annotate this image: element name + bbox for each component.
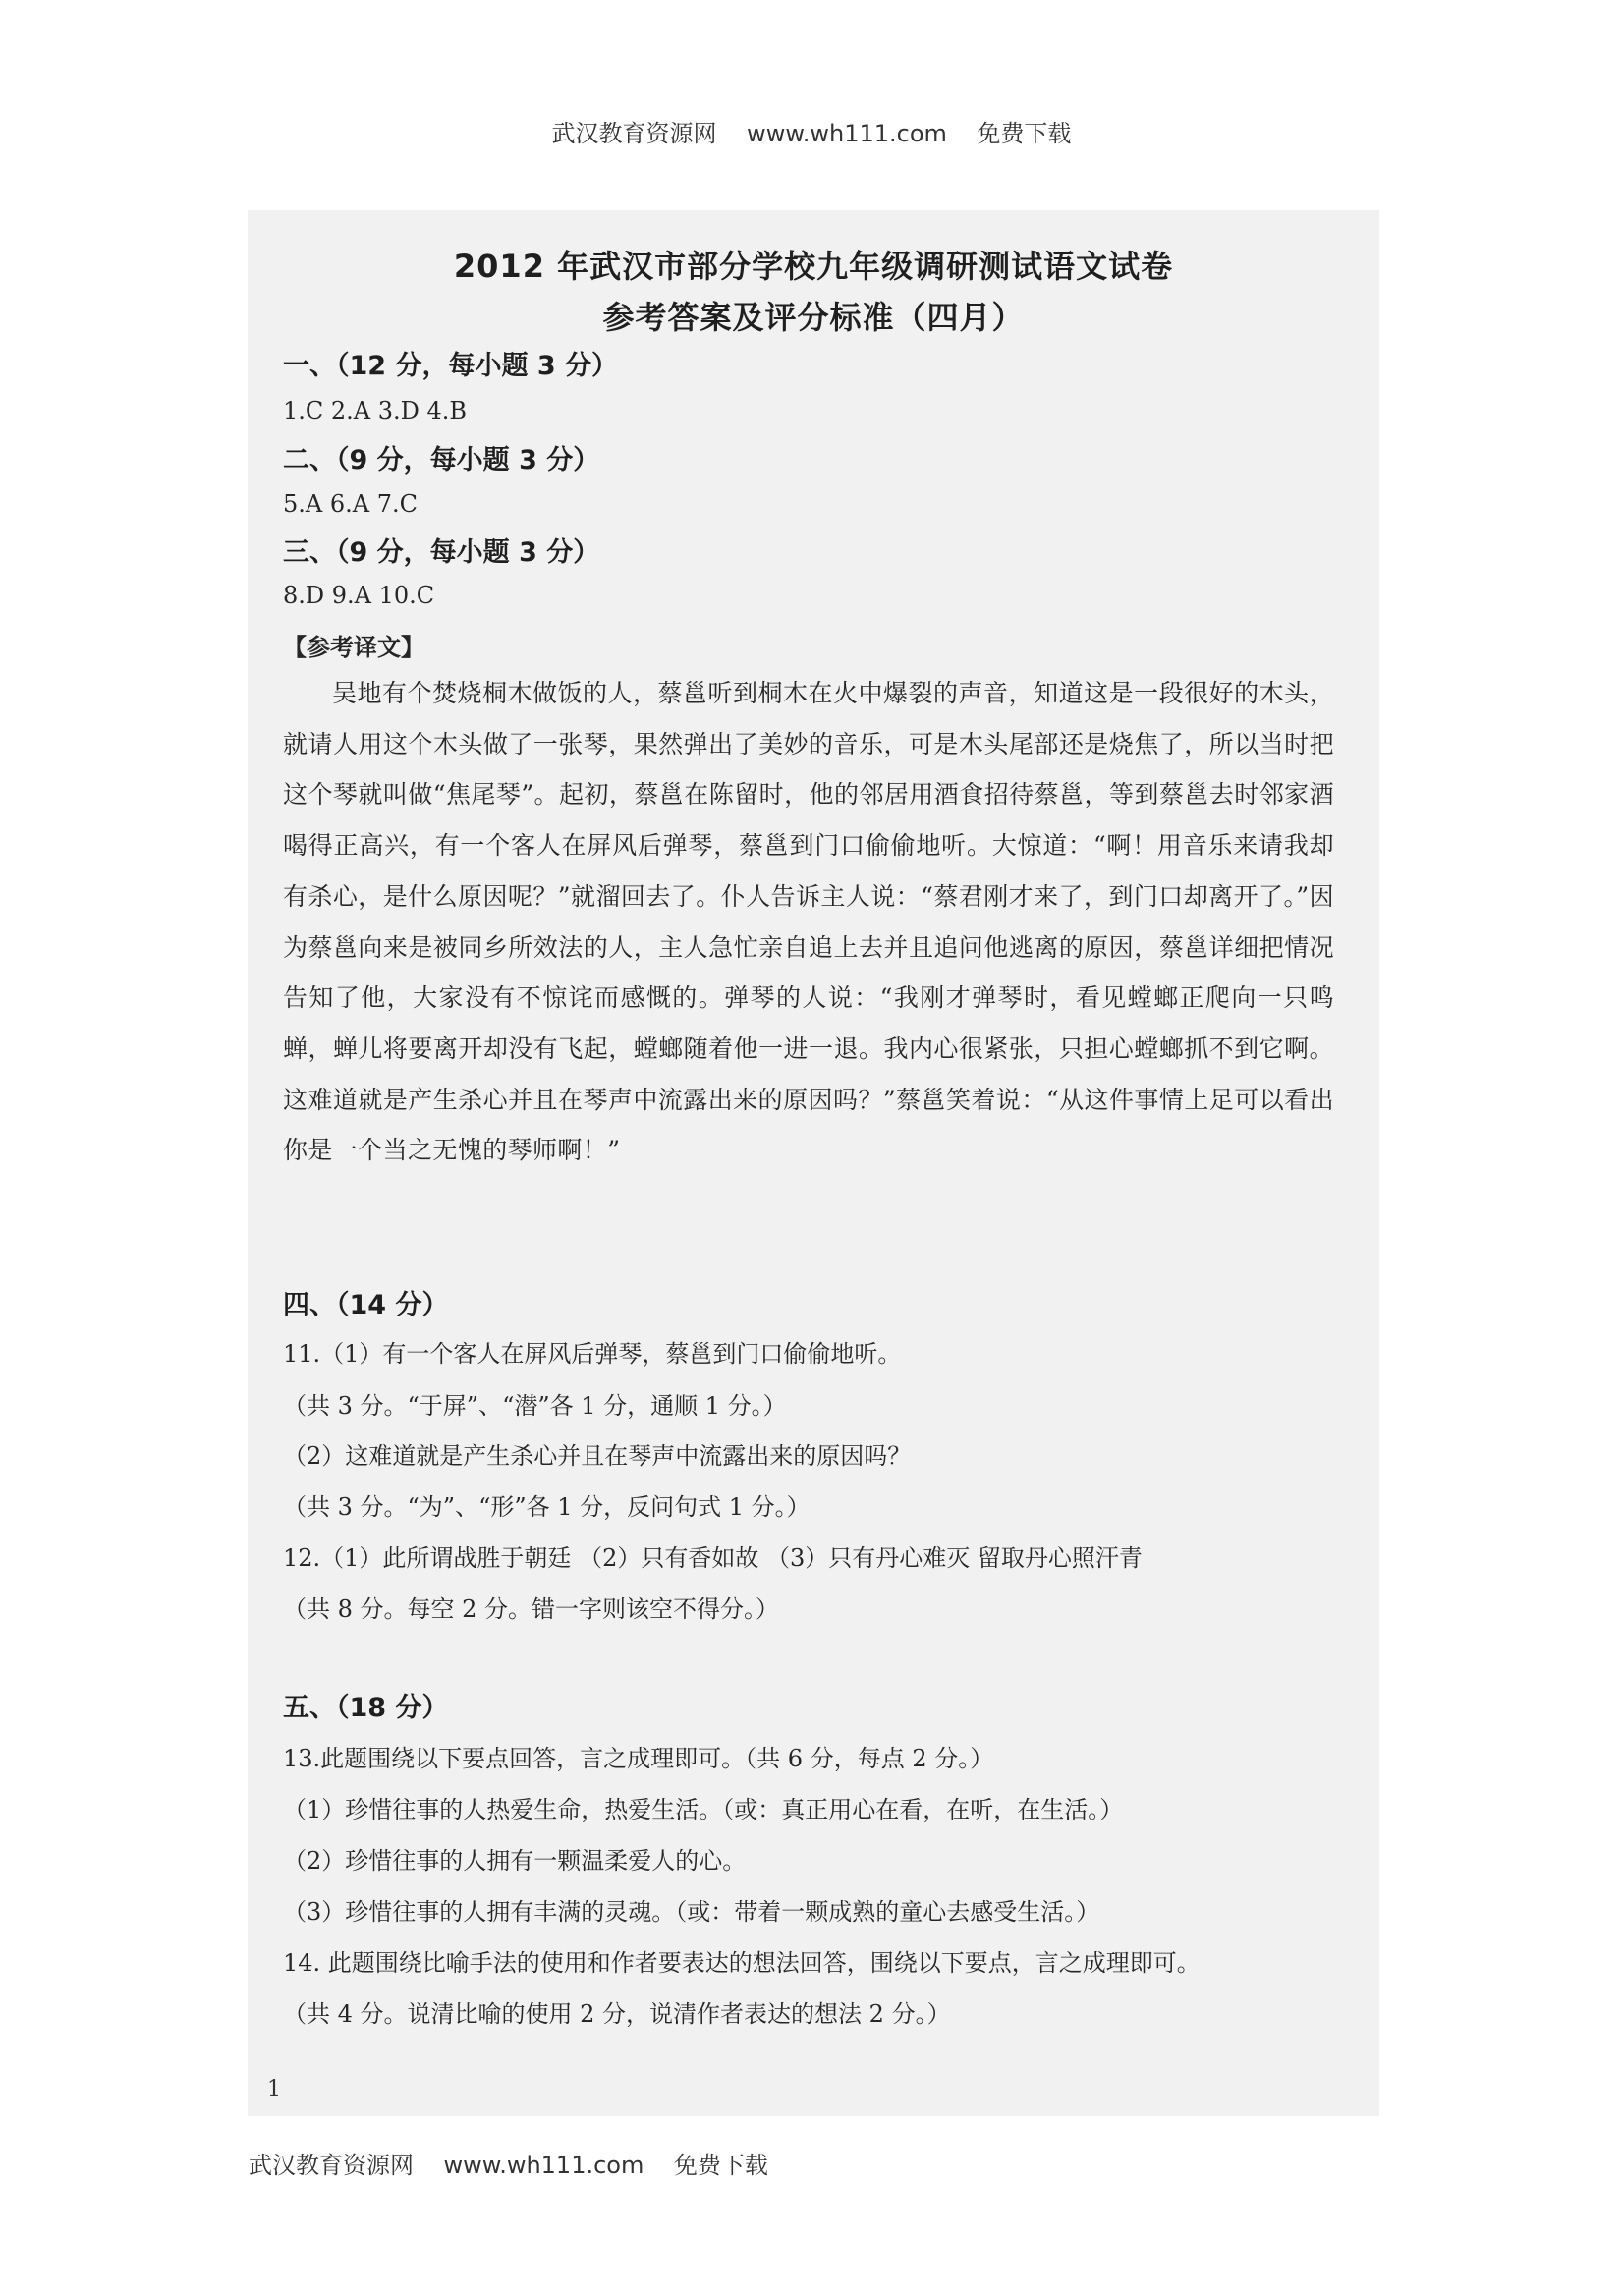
- document-subtitle: 参考答案及评分标准（四月）: [602, 299, 1025, 336]
- translation-heading: 【参考译文】: [283, 634, 424, 661]
- answer-line: （1）珍惜往事的人热爱生命，热爱生活。（或：真正用心在看，在听，在生活。）: [283, 1796, 1124, 1823]
- section-heading-5: 五、（18 分）: [283, 1693, 449, 1723]
- answer-line: 5.A 6.A 7.C: [283, 490, 418, 518]
- scoring-note: （共 3 分。“为”、“形”各 1 分，反问句式 1 分。）: [283, 1493, 811, 1521]
- scanned-page: [248, 210, 1379, 2116]
- answer-line: 8.D 9.A 10.C: [283, 582, 435, 609]
- section-heading-4: 四、（14 分）: [283, 1290, 449, 1320]
- answer-line: 14. 此题围绕比喻手法的使用和作者要表达的想法回答，围绕以下要点，言之成理即可。: [283, 1949, 1201, 1977]
- answer-line: 13.此题围绕以下要点回答，言之成理即可。（共 6 分，每点 2 分。）: [283, 1745, 994, 1772]
- answer-line: （3）珍惜往事的人拥有丰满的灵魂。（或：带着一颗成熟的童心去感受生活。）: [283, 1898, 1100, 1926]
- scoring-note: （共 3 分。“于屏”、“潜”各 1 分，通顺 1 分。）: [283, 1392, 787, 1420]
- answer-line: （2）珍惜往事的人拥有一颗温柔爱人的心。: [283, 1847, 747, 1875]
- answer-line: 1.C 2.A 3.D 4.B: [283, 397, 468, 424]
- scoring-note: （共 8 分。每空 2 分。错一字则该空不得分。）: [283, 1596, 780, 1623]
- scoring-note: （共 4 分。说清比喻的使用 2 分，说清作者表达的想法 2 分。）: [283, 2000, 951, 2028]
- document-title: 2012 年武汉市部分学校九年级调研测试语文试卷: [453, 248, 1174, 285]
- section-heading-3: 三、（9 分，每小题 3 分）: [283, 537, 600, 568]
- translation-paragraph: 吴地有个焚烧桐木做饭的人，蔡邕听到桐木在火中爆裂的声音，知道这是一段很好的木头，就请人用这个木头做了一张琴，果然弹出了美妙的音乐，可是木头尾部还是烧焦了，所以当时把这个琴就叫做“焦尾琴”。起初，蔡邕在陈留时，他的邻居用酒食招待蔡邕，等到蔡邕去时邻家酒喝得正高兴，有一个客人在屏风后弹琴，蔡邕到门口偷偷地听。大惊道：“啊！用音乐来请我却有杀心，是什么原因呢？”就溜回去了。仆人告诉主人说：“蔡君刚才来了，到门口却离开了。”因为蔡邕向来是被同乡所效法的人，主人急忙亲自追上去并且追问他逃离的原因，蔡邕详细把情况告知了他，大家没有不惊诧而感慨的。弹琴的人说：“我刚才弹琴时，看见螳螂正爬向一只鸣蝉，蝉儿将要离开却没有飞起，螳螂随着他一进一退。我内心很紧张，只担心螳螂抓不到它啊。这难道就是产生杀心并且在琴声中流露出来的原因吗？”蔡邕笑着说：“从这件事情上足可以看出你是一个当之无愧的琴师啊！”: [283, 679, 1334, 1165]
- answer-line: 11.（1）有一个客人在屏风后弹琴，蔡邕到门口偷偷地听。: [283, 1340, 902, 1368]
- answer-line: 12.（1）此所谓战胜于朝廷 （2）只有香如故 （3）只有丹心难灭 留取丹心照汗青: [283, 1544, 1143, 1572]
- site-header: 武汉教育资源网 www.wh111.com 免费下载: [551, 120, 1072, 147]
- page-number: 1: [267, 2077, 281, 2101]
- section-heading-2: 二、（9 分，每小题 3 分）: [283, 445, 600, 476]
- answer-line: （2）这难道就是产生杀心并且在琴声中流露出来的原因吗？: [283, 1442, 912, 1470]
- site-footer: 武汉教育资源网 www.wh111.com 免费下载: [249, 2152, 768, 2179]
- section-heading-1: 一、（12 分，每小题 3 分）: [283, 351, 619, 381]
